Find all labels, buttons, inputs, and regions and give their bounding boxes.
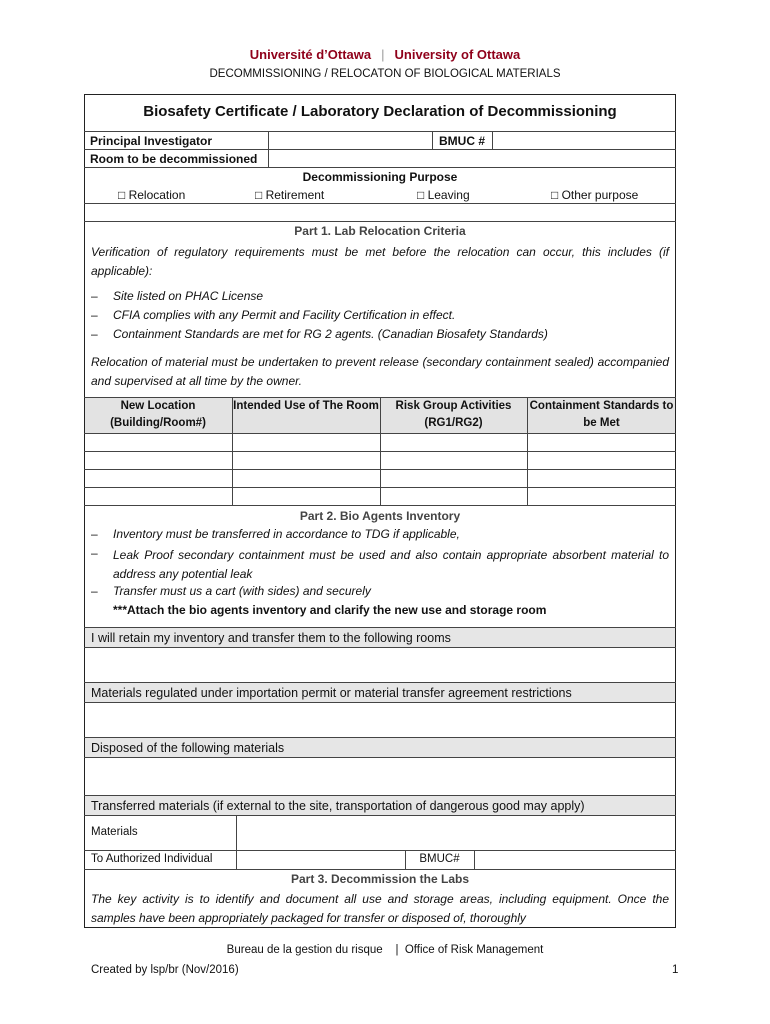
option-leaving[interactable]: □ Leaving	[417, 188, 470, 202]
footer-office: Bureau de la gestion du risque | Office of Risk Management	[226, 944, 544, 956]
bullet-dash: –	[91, 289, 98, 303]
part1-bullet: Site listed on PHAC License	[113, 289, 264, 303]
bullet-dash: –	[91, 308, 98, 322]
bmuc2-input[interactable]	[477, 852, 673, 867]
part2-bullet: Transfer must us a cart (with sides) and securely	[113, 584, 371, 598]
option-relocation[interactable]: □ Relocation	[118, 188, 186, 202]
disposed-label: Disposed of the following materials	[91, 741, 285, 755]
col-new-location: New Location (Building/Room#)	[110, 400, 206, 429]
option-other-purpose[interactable]: □ Other purpose	[551, 188, 639, 202]
disposed-materials-input[interactable]	[86, 759, 674, 793]
part2-title: Part 2. Bio Agents Inventory	[299, 509, 461, 523]
pi-input[interactable]	[272, 133, 428, 147]
option-retirement[interactable]: □ Retirement	[255, 188, 325, 202]
regulated-label: Materials regulated under importation permit or material transfer agreement restrictions	[91, 686, 572, 700]
part3-title: Part 3. Decommission the Labs	[290, 872, 470, 886]
pi-label: Principal Investigator	[90, 134, 213, 148]
transferred-label: Transferred materials (if external to the site, transportation of dangerous good may apply)	[91, 799, 585, 813]
university-logo	[0, 47, 770, 62]
bullet-dash: –	[91, 527, 98, 541]
col-containment: Containment Standards to be Met	[529, 400, 674, 429]
attach-note: ***Attach the bio agents inventory and clarify the new use and storage room	[113, 603, 547, 617]
bmuc-label: BMUC #	[438, 134, 485, 148]
bmuc2-label: BMUC#	[419, 853, 460, 865]
page-number: 1	[672, 964, 679, 976]
bullet-dash: –	[91, 546, 98, 560]
table-cell-input[interactable]	[234, 435, 378, 449]
purpose-label: Decommissioning Purpose	[302, 170, 458, 184]
part1-bullet: Containment Standards are met for RG 2 agents. (Canadian Biosafety Standards)	[113, 327, 548, 341]
table-cell-input[interactable]	[382, 435, 525, 449]
retain-rooms-input[interactable]	[86, 649, 674, 680]
university-name-en: University of Ottawa	[394, 47, 521, 62]
col-intended-use: Intended Use of The Room	[233, 400, 379, 412]
table-cell-input[interactable]	[529, 435, 674, 449]
part3-text: The key activity is to identify and document all use and storage areas, including equipment. Once the samples have been appropriately packaged for transfer or disposed of, thoroughly	[91, 892, 669, 925]
room-label: Room to be decommissioned	[90, 152, 258, 166]
authorized-label: To Authorized Individual	[91, 853, 213, 865]
part1-intro: Verification of regulatory requirements must be met before the relocation can occur, this includes (if applicable):	[91, 245, 669, 278]
part1-title: Part 1. Lab Relocation Criteria	[294, 224, 466, 238]
authorized-individual-input[interactable]	[239, 852, 403, 867]
part1-bullet: CFIA complies with any Permit and Facility Certification in effect.	[113, 308, 456, 322]
materials-input[interactable]	[239, 817, 673, 848]
bullet-dash: –	[91, 584, 98, 598]
table-cell-input[interactable]	[86, 435, 230, 449]
footer-created: Created by lsp/br (Nov/2016)	[91, 964, 239, 976]
room-input[interactable]	[272, 151, 672, 165]
retain-label: I will retain my inventory and transfer them to the following rooms	[91, 631, 451, 645]
col-risk-group: Risk Group Activities (RG1/RG2)	[395, 400, 512, 429]
document-subtitle: DECOMMISSIONING / RELOCATON OF BIOLOGICAL MATERIALS	[209, 68, 561, 80]
part1-note: Relocation of material must be undertaken to prevent release (secondary containment sealed) accompanied and supervised at all time by the owner.	[91, 355, 669, 388]
page-title: Biosafety Certificate / Laboratory Declaration of Decommissioning	[143, 103, 617, 120]
logo-separator: |	[381, 47, 385, 62]
regulated-materials-input[interactable]	[86, 704, 674, 735]
university-name-fr: Université d’Ottawa	[249, 47, 372, 62]
bmuc-input[interactable]	[496, 133, 672, 147]
part2-bullet: Inventory must be transferred in accordance to TDG if applicable,	[113, 527, 460, 541]
materials-label: Materials	[91, 826, 138, 838]
part2-bullet: Leak Proof secondary containment must be used and also contain appropriate absorbent material to address any potential leak	[113, 548, 669, 581]
bullet-dash: –	[91, 327, 98, 341]
